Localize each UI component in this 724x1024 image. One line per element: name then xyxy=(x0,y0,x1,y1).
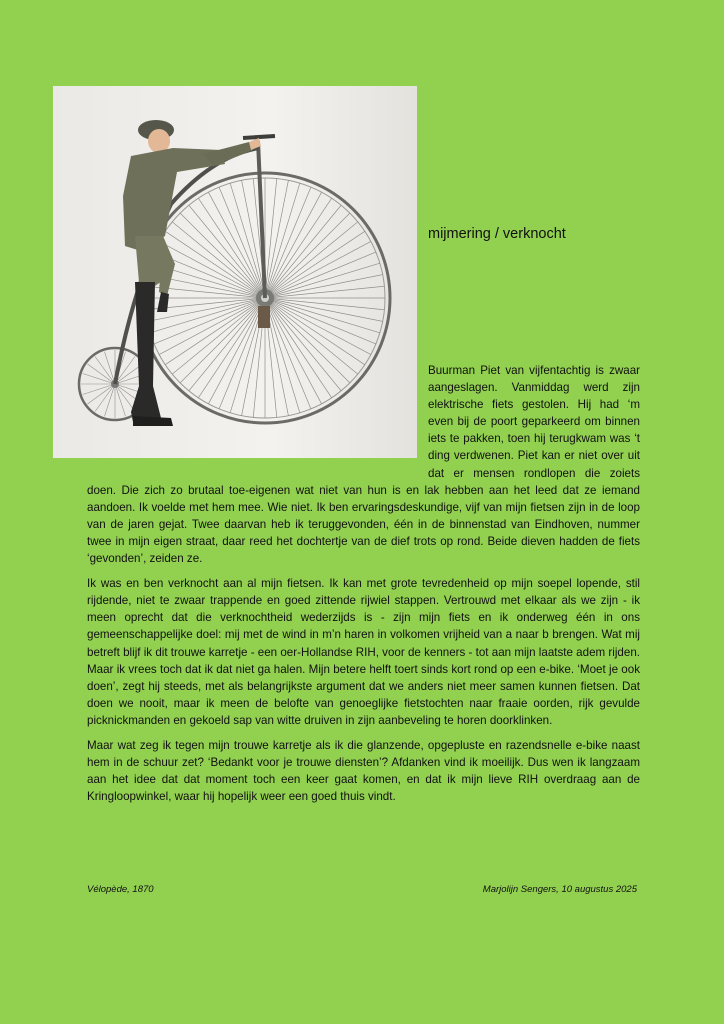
spoke xyxy=(265,241,371,298)
image-wrap-spacer xyxy=(87,362,428,468)
spoke xyxy=(219,187,265,298)
page-title: mijmering / verknocht xyxy=(428,226,566,242)
image-caption: Vélopède, 1870 xyxy=(87,884,154,895)
paragraph: Ik was en ben verknocht aan al mijn fietsen. Ik kan met grote tevredenheid op mijn soepel lopende, stil rijdende, niet te zwaar trappende en goed zittende rijwiel stappen. Vertrouwd met elkaar als we zijn - ik meen oprecht dat die verknochtheid wederzijds is - zijn mijn fiets en ik onderweg één in ons gemeenschappelijke doel: mij met de wind in m’n haren in volkomen vrijheid van a naar b brengen. Wat mij betreft blijf ik dit trouwe karretje - een oer-Hollandse RIH, voor de kenners - tot aan mijn laatste adem rijden. Maar ik vrees toch dat ik dat niet ga halen. Mijn betere helft toert sinds kort rond op een e-bike. ‘Moet je ook doen’, zegt hij steeds, met als belangrijkste argument dat we anders niet meer samen kunnen fietsen. Dat doen we nooit, maar ik meen de belofte van genoeglijke fietstochten naar fraaie oorden, rijk gevulde picknickmanden en gekoeld sap van witte druiven in zijn aanbeveling te horen doorklinken. xyxy=(87,577,640,727)
spoke xyxy=(265,298,376,344)
spoke xyxy=(154,298,265,344)
spoke xyxy=(265,298,384,310)
spoke xyxy=(265,192,322,298)
spoke xyxy=(208,192,265,298)
spoke xyxy=(159,298,265,355)
spoke xyxy=(189,205,265,298)
spoke xyxy=(159,241,265,298)
paragraph: Buurman Piet van vijfentachtig is zwaar aangeslagen. Vanmiddag werd zijn elektrische fiets gestolen. Hij had ‘m even bij de poort geparkeerd om binnen iets te pakken, toen hij terugkwam was ‘t ding verdwenen. Piet kan er niet over uit dat er mensen rondlopen die zoiets doen. Die zich zo brutaal toe-eigenen wat niet van hun is en lak hebben aan het leed dat ze iemand aandoen. Ik voelde met hem mee. Wie niet. Ik ben ervaringsdeskundige, vijf van mijn fietsen zijn in de loop van de jaren gejat. Twee daarvan heb ik teruggevonden, één in de binnenstad van Eindhoven, nummer twee in mijn eigen straat, daar reed het dochtertje van de dief trots op rond. Beide dieven hadden de fiets ‘gevonden’, zeiden ze. xyxy=(87,364,640,566)
spoke xyxy=(265,286,384,298)
spoke xyxy=(265,252,376,298)
paragraph: Maar wat zeg ik tegen mijn trouwe karretje als ik die glanzende, opgepluste en razendsnelle e-bike naast hem in de schuur zet? ‘Bedankt voor je trouwe diensten’? Afdanken vind ik moeilijk. Dus wen ik langzaam aan het idee dat dat moment toch een keer gaat komen, en dat ik mijn lieve RIH overdraag aan de Kringloopwinkel, waar hij hopelijk weer een goed thuis vindt. xyxy=(87,738,640,804)
spoke xyxy=(265,187,311,298)
article-body xyxy=(87,362,640,813)
spoke xyxy=(172,222,265,298)
spoke xyxy=(265,205,341,298)
spoke xyxy=(265,298,371,355)
spoke xyxy=(265,179,277,298)
spoke xyxy=(265,222,358,298)
author-date: Marjolijn Sengers, 10 augustus 2025 xyxy=(482,884,637,895)
